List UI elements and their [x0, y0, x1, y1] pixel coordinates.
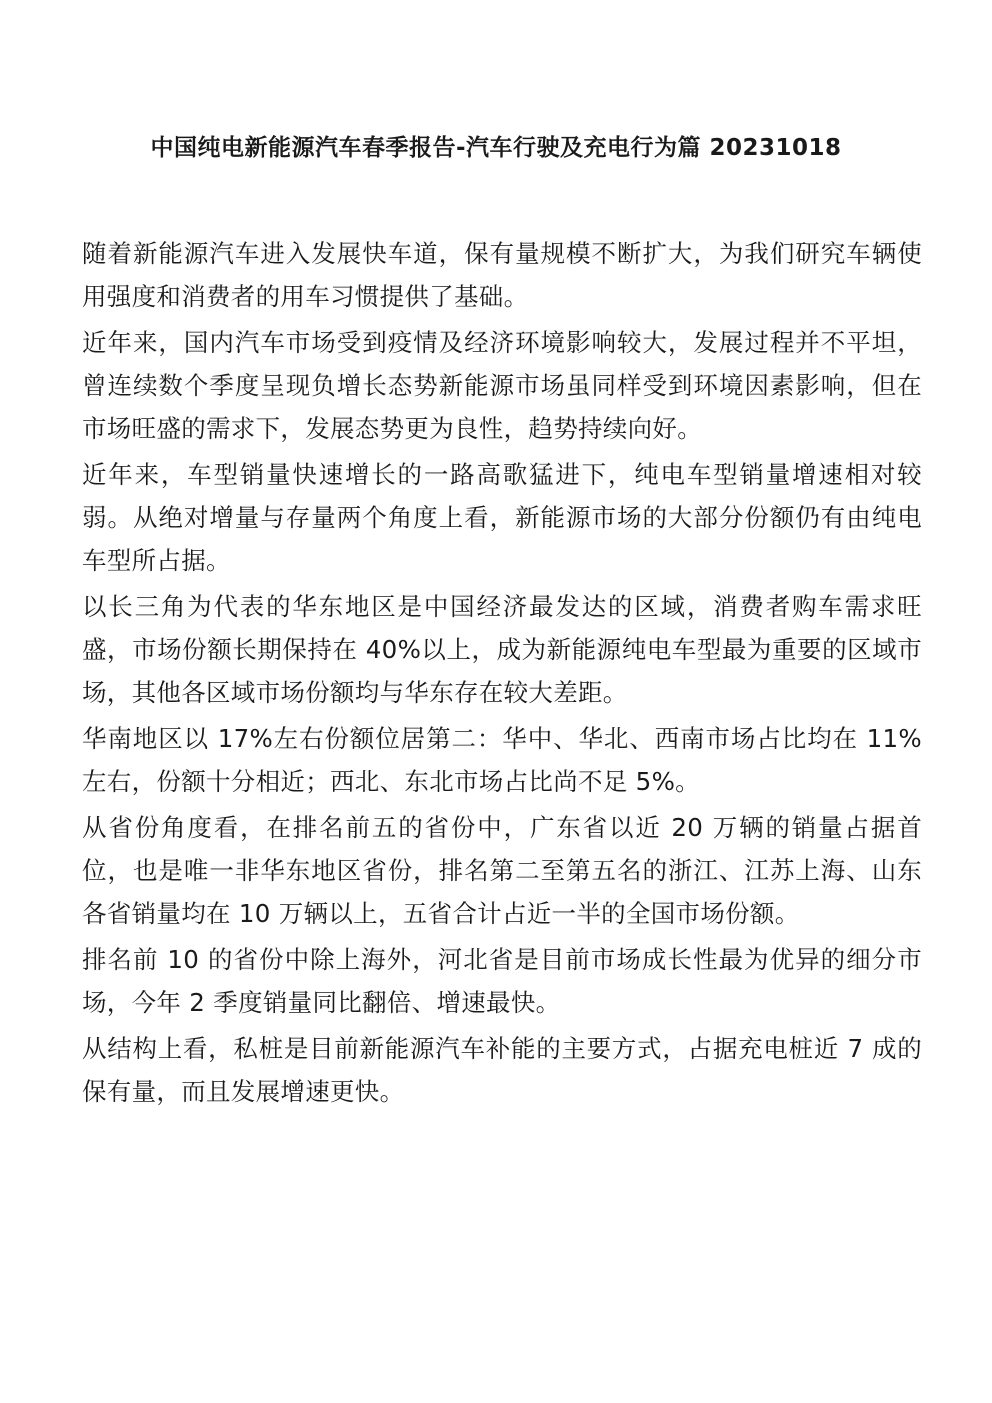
paragraph-4: 以长三角为代表的华东地区是中国经济最发达的区域，消费者购车需求旺盛，市场份额长期保持在 40%以上，成为新能源纯电车型最为重要的区域市场，其他各区域市场份额均与华东存在较大差距。 [82, 592, 922, 707]
document-body [82, 232, 922, 1116]
paragraph-7: 排名前 10 的省份中除上海外，河北省是目前市场成长性最为优异的细分市场，今年 2 季度销量同比翻倍、增速最快。 [82, 945, 922, 1017]
paragraph-1: 随着新能源汽车进入发展快车道，保有量规模不断扩大，为我们研究车辆使用强度和消费者的用车习惯提供了基础。 [82, 239, 922, 311]
paragraph-2: 近年来，国内汽车市场受到疫情及经济环境影响较大，发展过程并不平坦，曾连续数个季度呈现负增长态势新能源市场虽同样受到环境因素影响，但在市场旺盛的需求下，发展态势更为良性，趋势持续向好。 [82, 328, 922, 443]
paragraph-3: 近年来，车型销量快速增长的一路高歌猛进下，纯电车型销量增速相对较弱。从绝对增量与存量两个角度上看，新能源市场的大部分份额仍有由纯电车型所占据。 [82, 460, 922, 575]
paragraph-5: 华南地区以 17%左右份额位居第二：华中、华北、西南市场占比均在 11%左右，份额十分相近；西北、东北市场占比尚不足 5%。 [82, 724, 922, 796]
document-title: 中国纯电新能源汽车春季报告-汽车行驶及充电行为篇 20231018 [150, 135, 842, 161]
paragraph-6: 从省份角度看，在排名前五的省份中，广东省以近 20 万辆的销量占据首位，也是唯一非华东地区省份，排名第二至第五名的浙江、江苏上海、山东各省销量均在 10 万辆以上，五省合计占近一半的全国市场份额。 [82, 813, 922, 928]
paragraph-8: 从结构上看，私桩是目前新能源汽车补能的主要方式，占据充电桩近 7 成的保有量，而且发展增速更快。 [82, 1034, 922, 1106]
